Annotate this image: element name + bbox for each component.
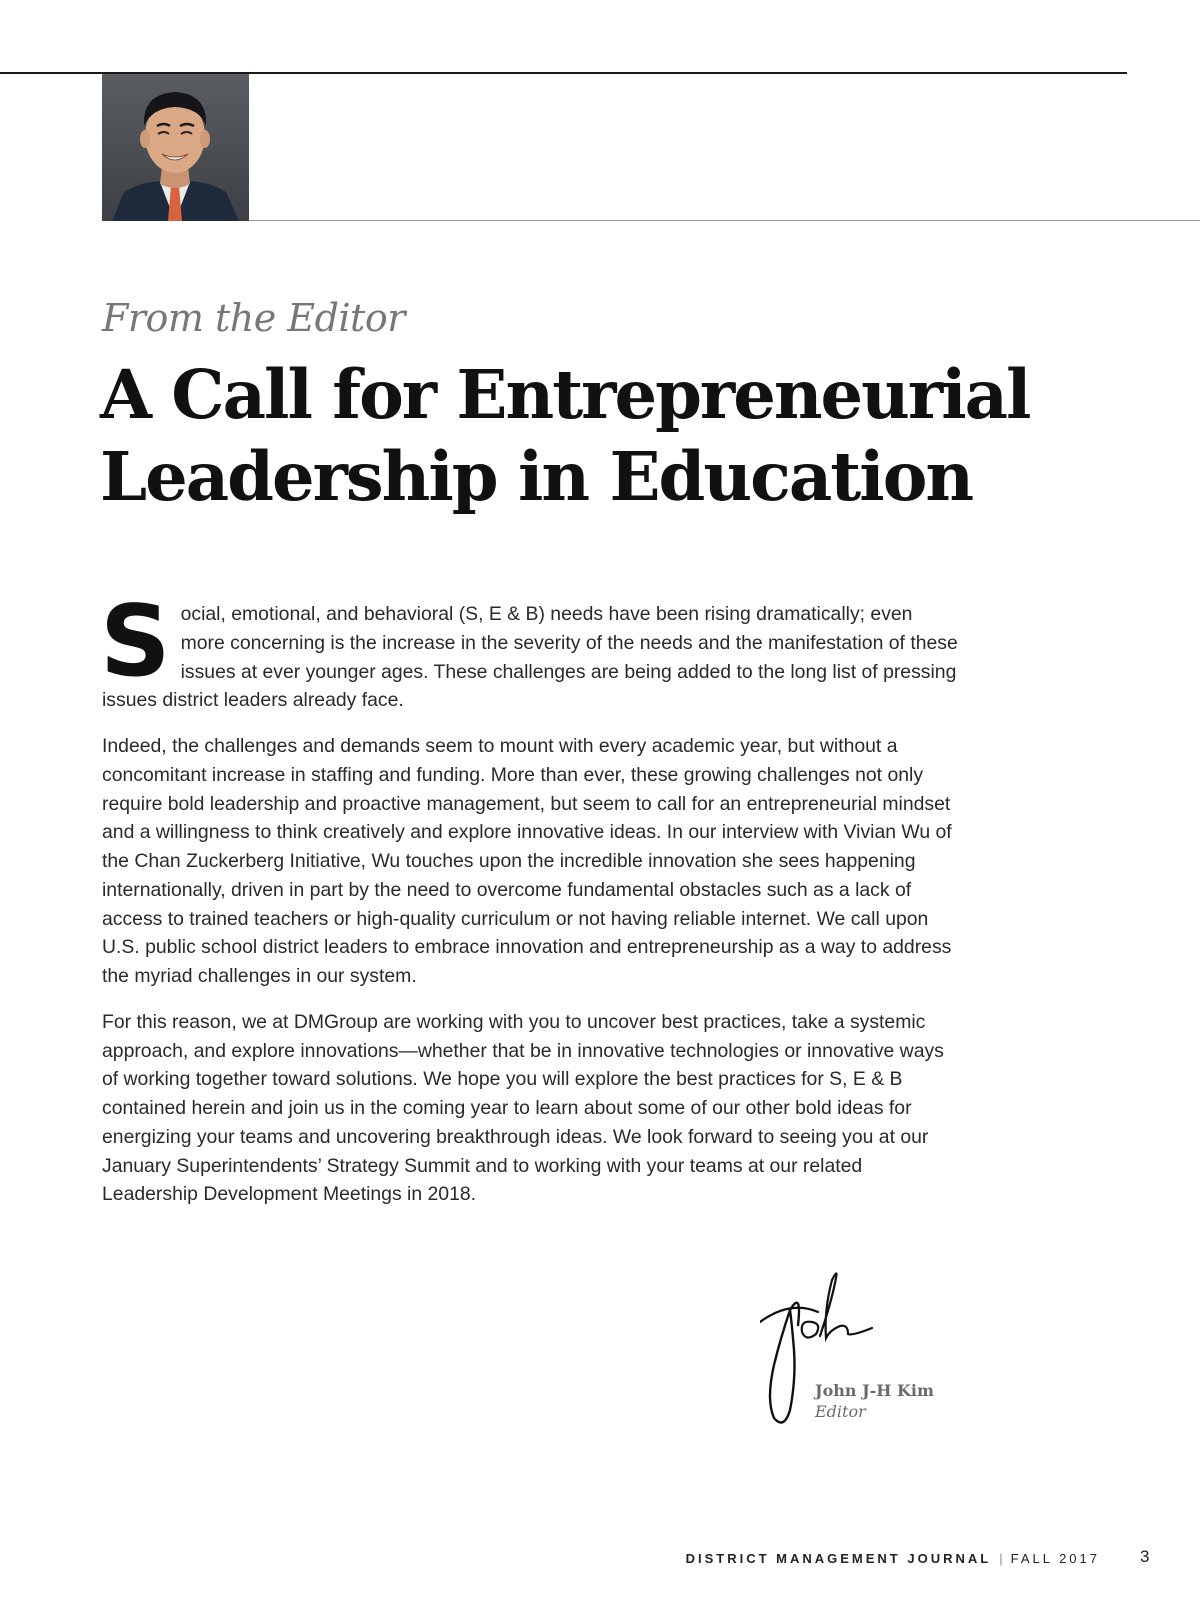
paragraph-1-text: ocial, emotional, and behavioral (S, E & B) needs have been rising dramatically; even more concerning is the increase in the severity of the needs and the manifestation of these issues at ever younger ages. These challenges are being added to the long list of pressing issues district leaders already face. xyxy=(102,603,958,712)
headline-line-1: A Call for Entrepreneurial xyxy=(100,355,1030,434)
footer-publication: DISTRICT MANAGEMENT JOURNAL xyxy=(685,1551,992,1566)
article-body xyxy=(100,585,962,1226)
footer-separator: | xyxy=(999,1551,1003,1566)
page-footer xyxy=(0,1551,1100,1566)
section-kicker: From the Editor xyxy=(102,296,405,340)
paragraph-2: Indeed, the challenges and demands seem to mount with every academic year, but without a concomitant increase in staffing and funding. More than ever, these growing challenges not only require bold leadership and proactive management, but seem to call for an entrepreneurial mindset and a willingness to think creatively and explore innovative ideas. In our interview with Vivian Wu of the Chan Zuckerberg Initiative, Wu touches upon the incredible innovation she sees happening internationally, driven in part by the need to overcome fundamental obstacles such as a lack of access to trained teachers or high-quality curriculum or not having reliable internet. We call upon U.S. public school district leaders to embrace innovation and entrepreneurship as a way to address the myriad challenges in our system. xyxy=(102,735,952,987)
signer-name: John J-H Kim xyxy=(815,1381,934,1400)
paragraph-1 xyxy=(100,585,962,715)
paragraph-3: For this reason, we at DMGroup are working with you to uncover best practices, take a systemic approach, and explore innovations—whether that be in innovative technologies or innovative ways of working together toward solutions. We hope you will explore the best practices for S, E & B contained herein and join us in the coming year to learn about some of our other bold ideas for energizing your teams and uncovering breakthrough ideas. We look forward to seeing you at our January Superintendents’ Strategy Summit and to working with your teams at our related Leadership Development Meetings in 2018. xyxy=(102,1010,944,1206)
signer-title: Editor xyxy=(815,1402,866,1421)
editor-portrait xyxy=(102,74,249,221)
page-number: 3 xyxy=(1140,1547,1150,1566)
drop-cap: S xyxy=(100,585,171,699)
headline-line-2: Leadership in Education xyxy=(100,437,973,516)
portrait-illustration xyxy=(102,74,249,221)
footer-issue: FALL 2017 xyxy=(1010,1551,1100,1566)
article-headline xyxy=(100,354,1100,518)
photo-rule xyxy=(249,220,1200,221)
